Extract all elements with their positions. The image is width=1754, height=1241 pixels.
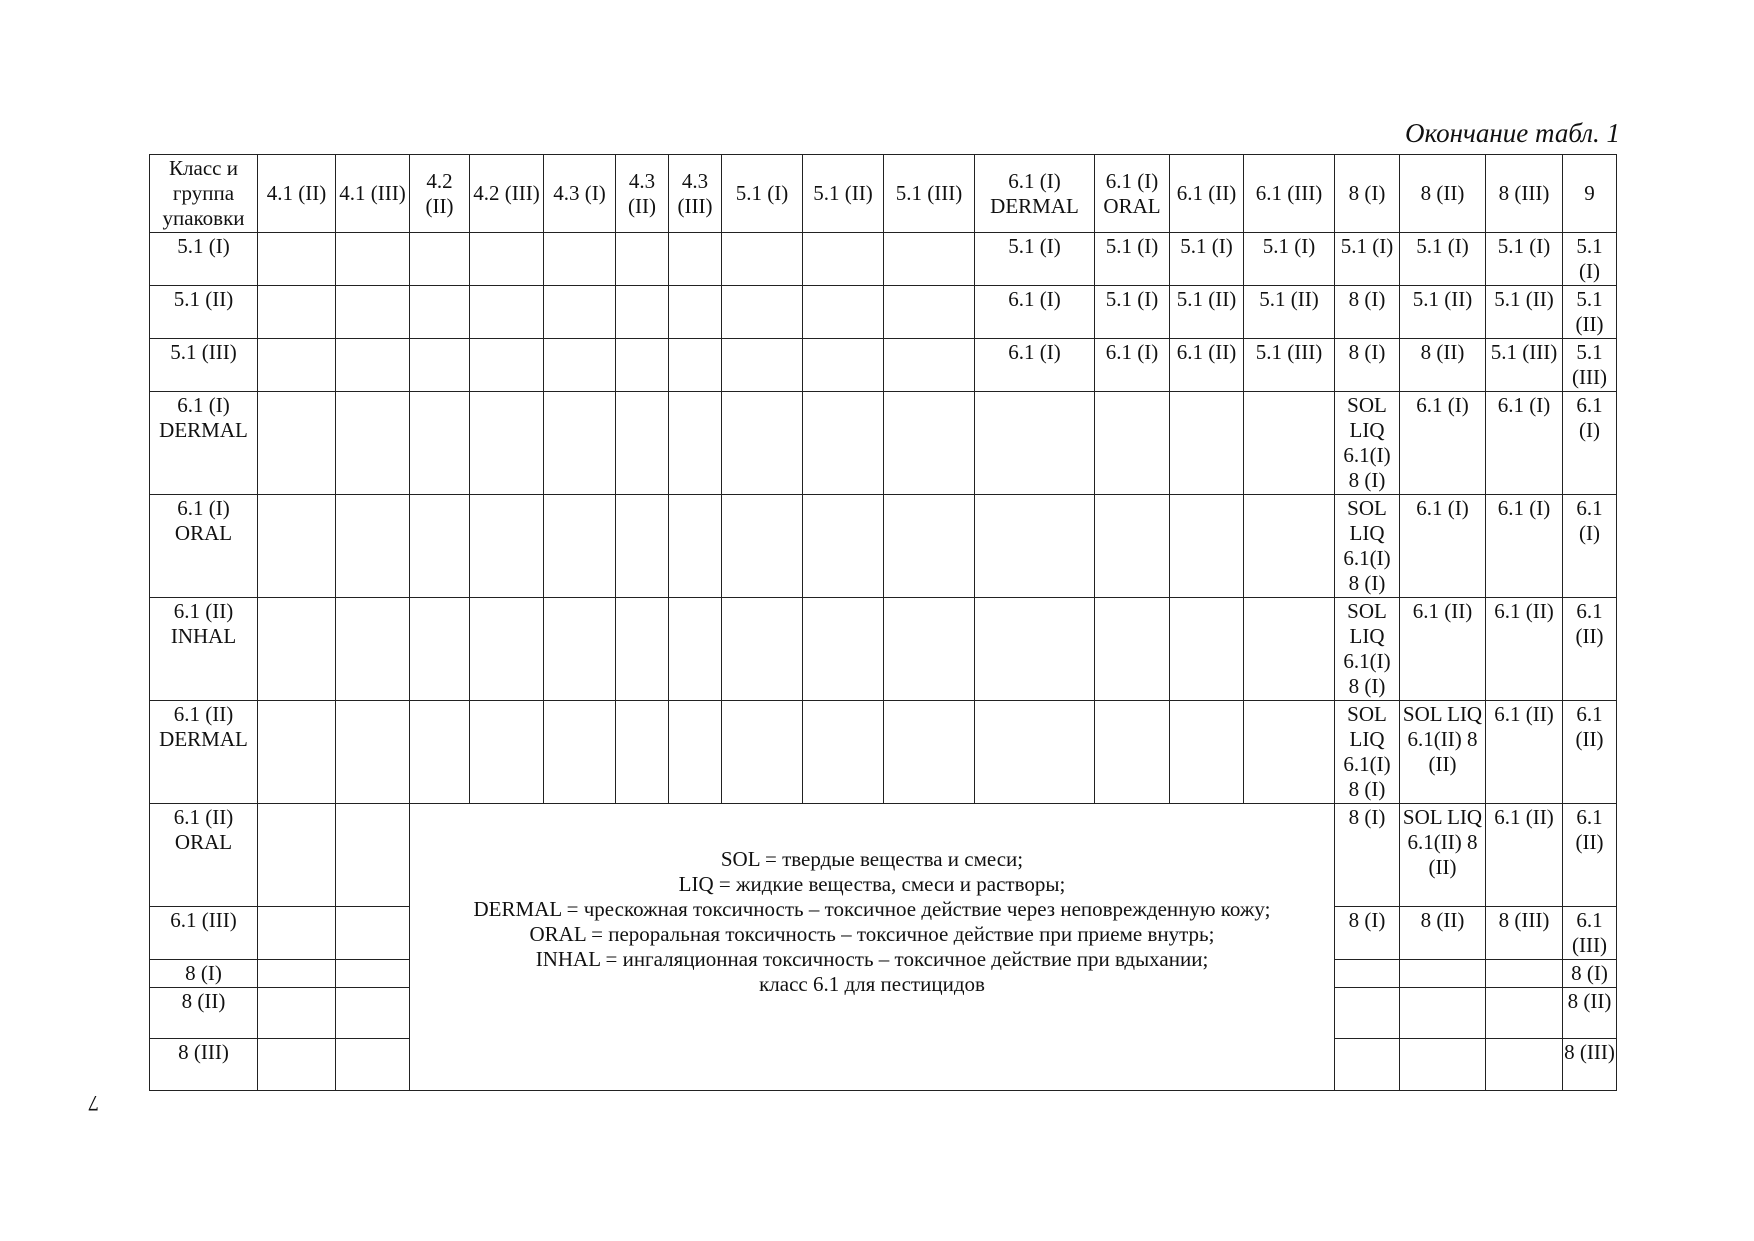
table-cell: 5.1 (II) [1486,286,1563,339]
table-cell [884,392,975,495]
header-cell: 6.1 (II) [1170,155,1244,233]
table-cell [470,339,544,392]
table-cell [1335,960,1400,988]
table-cell [1170,392,1244,495]
legend-line: INHAL = ингаляционная токсичность – токсичное действие при вдыхании; [535,947,1209,971]
table-cell [258,804,336,907]
table-cell [1095,495,1170,598]
table-cell [336,701,410,804]
table-cell [669,286,722,339]
row-label: 6.1 (II) INHAL [150,598,258,701]
table-cell [410,392,470,495]
table-cell [258,495,336,598]
table-cell: 8 (I) [1335,286,1400,339]
legend-line: класс 6.1 для пестицидов [759,972,985,996]
table-row [150,804,1617,907]
table-cell: 6.1 (I) [1486,392,1563,495]
table-cell [336,495,410,598]
table-cell [803,233,884,286]
table-cell [1400,988,1486,1039]
table-cell [803,701,884,804]
row-label: 6.1 (I) DERMAL [150,392,258,495]
table-cell [258,286,336,339]
table-cell [669,392,722,495]
table-cell: SOL LIQ 6.1(II) 8 (II) [1400,804,1486,907]
header-cell: 5.1 (I) [722,155,803,233]
table-cell: SOL LIQ 6.1(I) 8 (I) [1335,701,1400,804]
table-cell [258,960,336,988]
table-cell [1335,988,1400,1039]
table-cell [336,339,410,392]
compatibility-table [149,154,1617,1091]
table-cell: SOL LIQ 6.1(I) 8 (I) [1335,495,1400,598]
table-cell: 6.1 (I) [975,286,1095,339]
header-cell: 6.1 (I) ORAL [1095,155,1170,233]
table-cell: 6.1 (II) [1563,598,1617,701]
row-label: 8 (II) [150,988,258,1039]
row-label: 8 (I) [150,960,258,988]
table-cell: SOL LIQ 6.1(I) 8 (I) [1335,392,1400,495]
table-cell: 5.1 (I) [1095,286,1170,339]
table-cell: 5.1 (I) [1095,233,1170,286]
table-cell [258,701,336,804]
table-cell [258,339,336,392]
table-cell [669,495,722,598]
header-row [150,155,1617,233]
table-cell: SOL LIQ 6.1(II) 8 (II) [1400,701,1486,804]
table-cell [1486,988,1563,1039]
table-row [150,495,1617,598]
table-cell: 6.1 (I) [1095,339,1170,392]
table-cell: 5.1 (III) [1486,339,1563,392]
table-cell [336,960,410,988]
table-row [150,233,1617,286]
table-row [150,286,1617,339]
table-cell [410,495,470,598]
table-cell [1486,1039,1563,1091]
table-cell [616,598,669,701]
table-cell [410,339,470,392]
table-cell [803,286,884,339]
table-cell: 8 (II) [1400,907,1486,960]
table-cell: 5.1 (III) [1244,339,1335,392]
header-cell: 8 (III) [1486,155,1563,233]
header-cell: 5.1 (III) [884,155,975,233]
table-cell [803,495,884,598]
table-cell [410,286,470,339]
table-cell: 5.1 (II) [1244,286,1335,339]
legend-line: ORAL = пероральная токсичность – токсичное действие при приеме внутрь; [529,922,1215,946]
table-cell [722,233,803,286]
table-cell: 5.1 (III) [1563,339,1617,392]
table-cell [669,233,722,286]
table-cell [544,286,616,339]
table-cell: SOL LIQ 6.1(I) 8 (I) [1335,598,1400,701]
table-cell [336,598,410,701]
table-cell: 6.1 (II) [1486,804,1563,907]
table-row [150,339,1617,392]
legend-line: DERMAL = чрескожная токсичность – токсичное действие через неповрежденную кожу; [473,897,1271,921]
table-cell [884,701,975,804]
table-cell [803,339,884,392]
table-row [150,598,1617,701]
table-cell: 6.1 (I) [975,339,1095,392]
table-cell: 5.1 (I) [1170,233,1244,286]
table-cell: 6.1 (II) [1563,701,1617,804]
table-cell: 6.1 (I) [1563,495,1617,598]
table-cell: 6.1 (II) [1563,804,1617,907]
table-cell [336,907,410,960]
table-cell [470,598,544,701]
table-cell [258,598,336,701]
row-label: 6.1 (II) DERMAL [150,701,258,804]
table-cell [1400,1039,1486,1091]
table-cell [722,598,803,701]
table-cell [884,286,975,339]
table-cell [1400,960,1486,988]
table-cell [1095,701,1170,804]
table-cell [975,598,1095,701]
table-cell [975,701,1095,804]
table-cell [258,233,336,286]
header-cell: 4.3 (III) [669,155,722,233]
table-cell: 6.1 (II) [1400,598,1486,701]
table-cell [616,392,669,495]
row-label: 6.1 (III) [150,907,258,960]
header-cell: 6.1 (III) [1244,155,1335,233]
row-label: 5.1 (I) [150,233,258,286]
table-cell: 8 (II) [1400,339,1486,392]
table-caption: Окончание табл. 1 [1404,118,1620,148]
table-row [150,701,1617,804]
table-cell [884,598,975,701]
table-cell [410,701,470,804]
table-cell [616,233,669,286]
table-cell [722,339,803,392]
table-cell [336,286,410,339]
table-cell: 8 (I) [1335,339,1400,392]
table-cell [1244,392,1335,495]
table-cell [669,339,722,392]
table-cell [1244,495,1335,598]
row-label: 6.1 (I) ORAL [150,495,258,598]
legend-line: LIQ = жидкие вещества, смеси и растворы; [678,872,1066,896]
table-cell: 5.1 (II) [1563,286,1617,339]
table-cell [1170,701,1244,804]
table-cell [884,495,975,598]
header-cell: 4.1 (II) [258,155,336,233]
table-cell [336,1039,410,1091]
table-cell: 8 (I) [1335,907,1400,960]
table-row [150,392,1617,495]
table-cell [544,392,616,495]
table-cell: 5.1 (I) [1486,233,1563,286]
table-cell [1244,701,1335,804]
table-cell [1095,598,1170,701]
table-cell [975,392,1095,495]
row-label: 6.1 (II) ORAL [150,804,258,907]
table-cell: 5.1 (I) [975,233,1095,286]
table-cell: 8 (II) [1563,988,1617,1039]
header-cell: Класс и группа упаковки [150,155,258,233]
table-cell [722,701,803,804]
header-cell: 4.3 (II) [616,155,669,233]
page-number: 7 [88,1091,99,1116]
table-cell: 6.1 (I) [1486,495,1563,598]
table-cell [544,701,616,804]
table-cell: 5.1 (I) [1335,233,1400,286]
table-cell: 6.1 (II) [1486,598,1563,701]
table-cell [975,495,1095,598]
table-cell [616,701,669,804]
table-cell [1170,495,1244,598]
table-cell [616,286,669,339]
table-cell [336,988,410,1039]
table-cell [803,392,884,495]
table-cell [544,339,616,392]
table-cell [544,598,616,701]
legend-line: SOL = твердые вещества и смеси; [720,847,1024,871]
table-cell [1335,1039,1400,1091]
table-cell: 6.1 (I) [1400,392,1486,495]
table-cell [1095,392,1170,495]
table-cell: 5.1 (I) [1563,233,1617,286]
table-cell [470,495,544,598]
header-cell: 9 [1563,155,1617,233]
table-cell [544,495,616,598]
table-cell [410,598,470,701]
table-cell: 5.1 (I) [1400,233,1486,286]
header-cell: 4.1 (III) [336,155,410,233]
table-cell: 6.1 (II) [1486,701,1563,804]
table-cell [258,907,336,960]
table-cell [336,804,410,907]
legend-block [410,804,1335,1091]
table-cell: 6.1 (I) [1400,495,1486,598]
table-cell: 6.1 (III) [1563,907,1617,960]
header-cell: 8 (II) [1400,155,1486,233]
table-cell: 6.1 (I) [1563,392,1617,495]
table-cell: 8 (I) [1335,804,1400,907]
table-cell: 8 (I) [1563,960,1617,988]
table-cell [258,392,336,495]
header-cell: 4.2 (III) [470,155,544,233]
row-label: 5.1 (III) [150,339,258,392]
header-cell: 8 (I) [1335,155,1400,233]
table-cell [669,701,722,804]
table-cell: 6.1 (II) [1170,339,1244,392]
table-cell [722,392,803,495]
table-cell [616,495,669,598]
header-cell: 4.3 (I) [544,155,616,233]
header-cell: 4.2 (II) [410,155,470,233]
table-cell: 5.1 (II) [1400,286,1486,339]
header-cell: 5.1 (II) [803,155,884,233]
table-cell [470,233,544,286]
table-cell [470,701,544,804]
table-cell [722,286,803,339]
table-cell [410,233,470,286]
table-cell [544,233,616,286]
table-cell [470,392,544,495]
row-label: 5.1 (II) [150,286,258,339]
table-cell [1486,960,1563,988]
table-cell [722,495,803,598]
table-cell: 8 (III) [1563,1039,1617,1091]
table-cell [669,598,722,701]
table-cell [1170,598,1244,701]
table-cell [884,233,975,286]
table-cell [803,598,884,701]
table-cell [1244,598,1335,701]
table-cell [884,339,975,392]
table-cell: 5.1 (II) [1170,286,1244,339]
row-label: 8 (III) [150,1039,258,1091]
table-cell: 8 (III) [1486,907,1563,960]
table-cell: 5.1 (I) [1244,233,1335,286]
header-cell: 6.1 (I) DERMAL [975,155,1095,233]
table-cell [616,339,669,392]
table-cell [470,286,544,339]
table-cell [258,1039,336,1091]
table-cell [336,392,410,495]
table-cell [258,988,336,1039]
table-cell [336,233,410,286]
